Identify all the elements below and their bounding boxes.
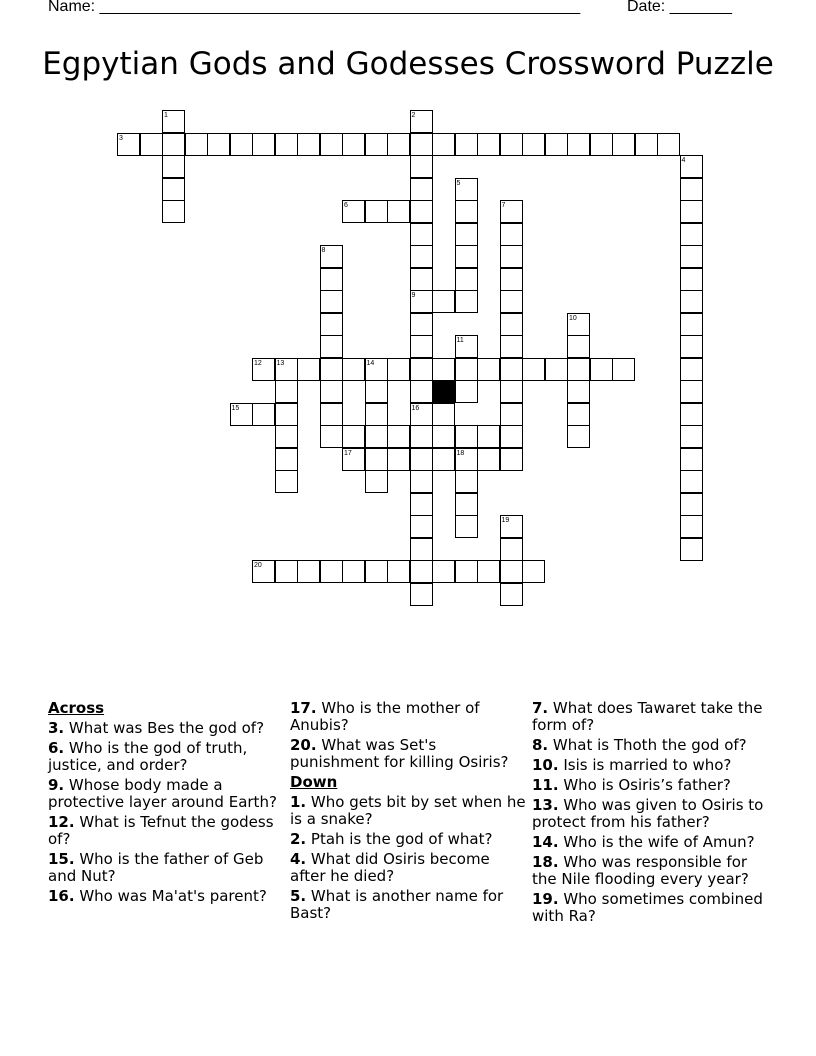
grid-cell[interactable] [455, 515, 478, 538]
grid-cell[interactable] [320, 313, 343, 336]
grid-cell[interactable] [500, 380, 523, 403]
clue-item-text: What was Set's punishment for killing Osiris? [290, 736, 509, 771]
clue-item-number: 10. [532, 756, 559, 774]
grid-cell[interactable] [162, 155, 185, 178]
grid-cell[interactable] [297, 133, 320, 156]
grid-cell[interactable] [320, 560, 343, 583]
grid-cell[interactable] [342, 560, 365, 583]
clue-number: 2 [411, 112, 416, 119]
clue-item [532, 854, 768, 888]
grid-cell[interactable] [680, 358, 703, 381]
clue-item [48, 777, 284, 811]
grid-cell[interactable] [252, 403, 275, 426]
grid-cell[interactable] [500, 313, 523, 336]
grid-cell[interactable] [410, 560, 433, 583]
grid-cell[interactable] [455, 223, 478, 246]
clue-item-text: Who sometimes combined with Ra? [532, 890, 763, 925]
clue-item-number: 13. [532, 796, 559, 814]
clue-number: 6 [344, 202, 348, 209]
grid-cell[interactable] [410, 178, 433, 201]
grid-cell[interactable] [320, 133, 343, 156]
grid-cell[interactable] [320, 268, 343, 291]
grid-cell[interactable] [275, 425, 298, 448]
clue-item [290, 888, 526, 922]
grid-cell[interactable] [455, 290, 478, 313]
grid-cell[interactable] [410, 155, 433, 178]
clue-item-number: 19. [532, 890, 559, 908]
grid-cell[interactable] [207, 133, 230, 156]
grid-cell[interactable] [410, 313, 433, 336]
clue-item-text: Who is Osiris’s father? [558, 776, 731, 794]
grid-cell[interactable] [680, 538, 703, 561]
clue-item-text: Who is the mother of Anubis? [290, 699, 480, 734]
clue-item-text: Who was responsible for the Nile flooding every year? [532, 853, 749, 888]
clue-number: 10 [569, 314, 577, 322]
grid-cell[interactable] [410, 380, 433, 403]
grid-cell[interactable] [410, 245, 433, 268]
clue-number: 9 [411, 292, 416, 299]
clue-number: 5 [456, 179, 461, 187]
clue-item [532, 777, 768, 794]
clue-number: 7 [501, 202, 506, 209]
grid-cell[interactable] [365, 448, 388, 471]
clues-column-3 [532, 700, 768, 928]
grid-cell[interactable] [500, 583, 523, 606]
grid-cell[interactable] [455, 493, 478, 516]
clue-number: 17 [344, 449, 352, 457]
clue-item-text: Whose body made a protective layer around Earth? [48, 776, 277, 811]
grid-cell[interactable] [410, 425, 433, 448]
grid-cell[interactable] [410, 583, 433, 606]
grid-cell[interactable] [635, 133, 658, 156]
grid-cell[interactable] [477, 448, 500, 471]
grid-cell[interactable] [410, 358, 433, 381]
grid-cell[interactable] [500, 245, 523, 268]
grid-cell[interactable] [680, 493, 703, 516]
grid-cell[interactable] [365, 560, 388, 583]
grid-cell[interactable] [320, 358, 343, 381]
grid-cell[interactable] [320, 403, 343, 426]
clue-item-text: Who was Ma'at's parent? [74, 887, 267, 905]
clue-item-number: 15. [48, 850, 75, 868]
grid-cell[interactable] [275, 133, 298, 156]
grid-cell[interactable] [455, 200, 478, 223]
grid-cell[interactable] [500, 133, 523, 156]
grid-cell[interactable] [477, 425, 500, 448]
grid-cell[interactable] [455, 425, 478, 448]
grid-cell[interactable] [567, 403, 590, 426]
clue-number: 3 [119, 134, 123, 142]
grid-cell[interactable] [612, 358, 635, 381]
clue-number: 11 [456, 337, 464, 344]
grid-cell[interactable] [500, 403, 523, 426]
clue-item [532, 834, 768, 851]
grid-cell[interactable] [680, 448, 703, 471]
grid-cell[interactable] [455, 358, 478, 381]
grid-cell[interactable] [275, 448, 298, 471]
clue-item-text: Who is the wife of Amun? [558, 833, 755, 851]
clue-item [48, 851, 284, 885]
grid-cell[interactable] [365, 470, 388, 493]
clue-item-text: Who is the father of Geb and Nut? [48, 850, 264, 885]
grid-cell[interactable] [252, 133, 275, 156]
grid-cell[interactable] [680, 200, 703, 223]
grid-cell[interactable] [162, 133, 185, 156]
grid-cell[interactable] [275, 470, 298, 493]
clue-number: 14 [366, 359, 375, 367]
clue-item [48, 814, 284, 848]
grid-cell[interactable] [342, 425, 365, 448]
grid-cell[interactable] [365, 425, 388, 448]
grid-cell[interactable] [500, 268, 523, 291]
grid-cell[interactable] [365, 200, 388, 223]
clue-number: 16 [411, 404, 420, 412]
grid-cell[interactable] [477, 560, 500, 583]
clue-number: 13 [276, 359, 285, 367]
grid-cell[interactable] [680, 268, 703, 291]
grid-cell[interactable] [680, 313, 703, 336]
clue-item-text: What was Bes the god of? [64, 719, 265, 737]
grid-cell[interactable] [275, 380, 298, 403]
clue-item [532, 797, 768, 831]
clue-item-number: 14. [532, 833, 559, 851]
clue-item-text: What is Tefnut the godess of? [48, 813, 274, 848]
grid-cell[interactable] [387, 200, 410, 223]
grid-cell[interactable] [455, 560, 478, 583]
clue-item [532, 891, 768, 925]
grid-cell[interactable] [410, 335, 433, 358]
clue-item-text: What is Thoth the god of? [548, 736, 747, 754]
clue-item-number: 9. [48, 776, 65, 794]
clue-item-number: 20. [290, 736, 317, 754]
grid-cell[interactable] [680, 470, 703, 493]
clue-item-text: Who was given to Osiris to protect from his father? [532, 796, 764, 831]
clue-item-number: 12. [48, 813, 75, 831]
grid-cell[interactable] [545, 358, 568, 381]
grid-cell[interactable] [455, 268, 478, 291]
page-title: Egpytian Gods and Godesses Crossword Puzzle [42, 46, 774, 82]
across-clues-list [48, 720, 284, 905]
clue-item-number: 17. [290, 699, 317, 717]
grid-cell[interactable] [410, 493, 433, 516]
clue-number: 19 [501, 517, 510, 524]
grid-cell[interactable] [500, 223, 523, 246]
grid-cell[interactable] [297, 560, 320, 583]
clue-item-number: 8. [532, 736, 549, 754]
grid-cell[interactable] [432, 358, 455, 381]
grid-cell[interactable] [185, 133, 208, 156]
clue-number: 12 [254, 359, 262, 367]
name-field[interactable]: Name: ______________________________________________________ [48, 0, 581, 15]
grid-cell[interactable] [410, 223, 433, 246]
clue-item-text: Who gets bit by set when he is a snake? [290, 793, 526, 828]
grid-cell[interactable] [455, 245, 478, 268]
grid-cell[interactable] [590, 358, 613, 381]
grid-cell[interactable] [230, 133, 253, 156]
grid-cell[interactable] [320, 290, 343, 313]
grid-cell[interactable] [680, 245, 703, 268]
grid-cell[interactable] [432, 403, 455, 426]
grid-cell[interactable] [275, 403, 298, 426]
grid-cell[interactable] [387, 448, 410, 471]
clues-column-2 [290, 700, 526, 925]
grid-cell[interactable] [410, 268, 433, 291]
clue-item-number: 6. [48, 739, 65, 757]
grid-cell[interactable] [455, 380, 478, 403]
grid-cell[interactable] [432, 133, 455, 156]
clue-item-text: Isis is married to who? [558, 756, 732, 774]
clue-item [290, 700, 526, 734]
grid-cell[interactable] [297, 358, 320, 381]
grid-cell[interactable] [500, 538, 523, 561]
grid-cell[interactable] [500, 448, 523, 471]
grid-cell[interactable] [545, 133, 568, 156]
grid-cell[interactable] [410, 448, 433, 471]
grid-cell[interactable] [387, 560, 410, 583]
grid-cell[interactable] [680, 178, 703, 201]
clue-item [532, 700, 768, 734]
grid-cell[interactable] [162, 200, 185, 223]
grid-cell[interactable] [500, 358, 523, 381]
clue-item [532, 737, 768, 754]
grid-cell[interactable] [387, 133, 410, 156]
grid-cell[interactable] [432, 425, 455, 448]
grid-cell[interactable] [410, 538, 433, 561]
grid-cell[interactable] [342, 358, 365, 381]
grid-cell[interactable] [432, 448, 455, 471]
grid-cell[interactable] [680, 515, 703, 538]
grid-cell[interactable] [432, 560, 455, 583]
down-heading: Down [290, 773, 338, 791]
grid-cell[interactable] [612, 133, 635, 156]
grid-cell[interactable] [567, 380, 590, 403]
grid-cell[interactable] [567, 358, 590, 381]
grid-cell[interactable] [477, 358, 500, 381]
grid-cell[interactable] [680, 223, 703, 246]
clue-item-number: 2. [290, 830, 307, 848]
grid-cell[interactable] [477, 133, 500, 156]
grid-cell[interactable] [410, 200, 433, 223]
clue-number: 18 [456, 449, 465, 457]
grid-cell[interactable] [500, 560, 523, 583]
clue-item [290, 737, 526, 771]
grid-cell[interactable] [410, 133, 433, 156]
grid-cell[interactable] [680, 403, 703, 426]
clue-item [48, 888, 284, 905]
across-clues-list-continued [290, 700, 526, 771]
grid-cell[interactable] [522, 133, 545, 156]
grid-cell[interactable] [455, 133, 478, 156]
blocked-cell [432, 380, 455, 403]
across-heading: Across [48, 699, 105, 717]
clue-item [48, 740, 284, 774]
grid-cell[interactable] [567, 133, 590, 156]
grid-cell[interactable] [162, 178, 185, 201]
date-field[interactable]: Date: _______ [627, 0, 732, 15]
grid-cell[interactable] [432, 290, 455, 313]
grid-cell[interactable] [567, 425, 590, 448]
grid-cell[interactable] [590, 133, 613, 156]
grid-cell[interactable] [140, 133, 163, 156]
grid-cell[interactable] [320, 335, 343, 358]
grid-cell[interactable] [522, 560, 545, 583]
grid-cell[interactable] [567, 335, 590, 358]
grid-cell[interactable] [342, 133, 365, 156]
grid-cell[interactable] [680, 380, 703, 403]
grid-cell[interactable] [275, 560, 298, 583]
clue-item-text: Ptah is the god of what? [306, 830, 493, 848]
clue-number: 1 [164, 112, 168, 119]
grid-cell[interactable] [500, 335, 523, 358]
clue-item-text: What is another name for Bast? [290, 887, 504, 922]
clue-item-number: 7. [532, 699, 549, 717]
grid-cell[interactable] [365, 133, 388, 156]
clue-item [290, 794, 526, 828]
grid-cell[interactable] [657, 133, 680, 156]
clue-item-number: 4. [290, 850, 307, 868]
clue-item [532, 757, 768, 774]
grid-cell[interactable] [500, 290, 523, 313]
grid-cell[interactable] [365, 403, 388, 426]
grid-cell[interactable] [387, 358, 410, 381]
grid-cell[interactable] [500, 425, 523, 448]
clue-number: 15 [231, 404, 240, 412]
clue-item-number: 16. [48, 887, 75, 905]
clue-item-text: Who is the god of truth, justice, and order? [48, 739, 248, 774]
clue-item-number: 1. [290, 793, 307, 811]
clue-number: 8 [321, 247, 326, 254]
grid-cell[interactable] [410, 470, 433, 493]
clue-item-number: 3. [48, 719, 65, 737]
clue-item [48, 720, 284, 737]
grid-cell[interactable] [320, 380, 343, 403]
clue-item [290, 851, 526, 885]
grid-cell[interactable] [387, 425, 410, 448]
grid-cell[interactable] [680, 425, 703, 448]
clue-number: 20 [254, 562, 262, 569]
clue-item-text: What did Osiris become after he died? [290, 850, 490, 885]
clues-column-1 [48, 700, 284, 908]
down-clues-list [290, 794, 526, 922]
clue-item-number: 18. [532, 853, 559, 871]
grid-cell[interactable] [680, 290, 703, 313]
clue-item-number: 5. [290, 887, 307, 905]
clue-item [290, 831, 526, 848]
grid-cell[interactable] [365, 380, 388, 403]
clue-item-number: 11. [532, 776, 559, 794]
clue-item-text: What does Tawaret take the form of? [532, 699, 763, 734]
grid-cell[interactable] [410, 515, 433, 538]
grid-cell[interactable] [320, 425, 343, 448]
down-clues-list-continued [532, 700, 768, 925]
grid-cell[interactable] [522, 358, 545, 381]
grid-cell[interactable] [680, 335, 703, 358]
grid-cell[interactable] [455, 470, 478, 493]
clue-number: 4 [681, 157, 686, 164]
